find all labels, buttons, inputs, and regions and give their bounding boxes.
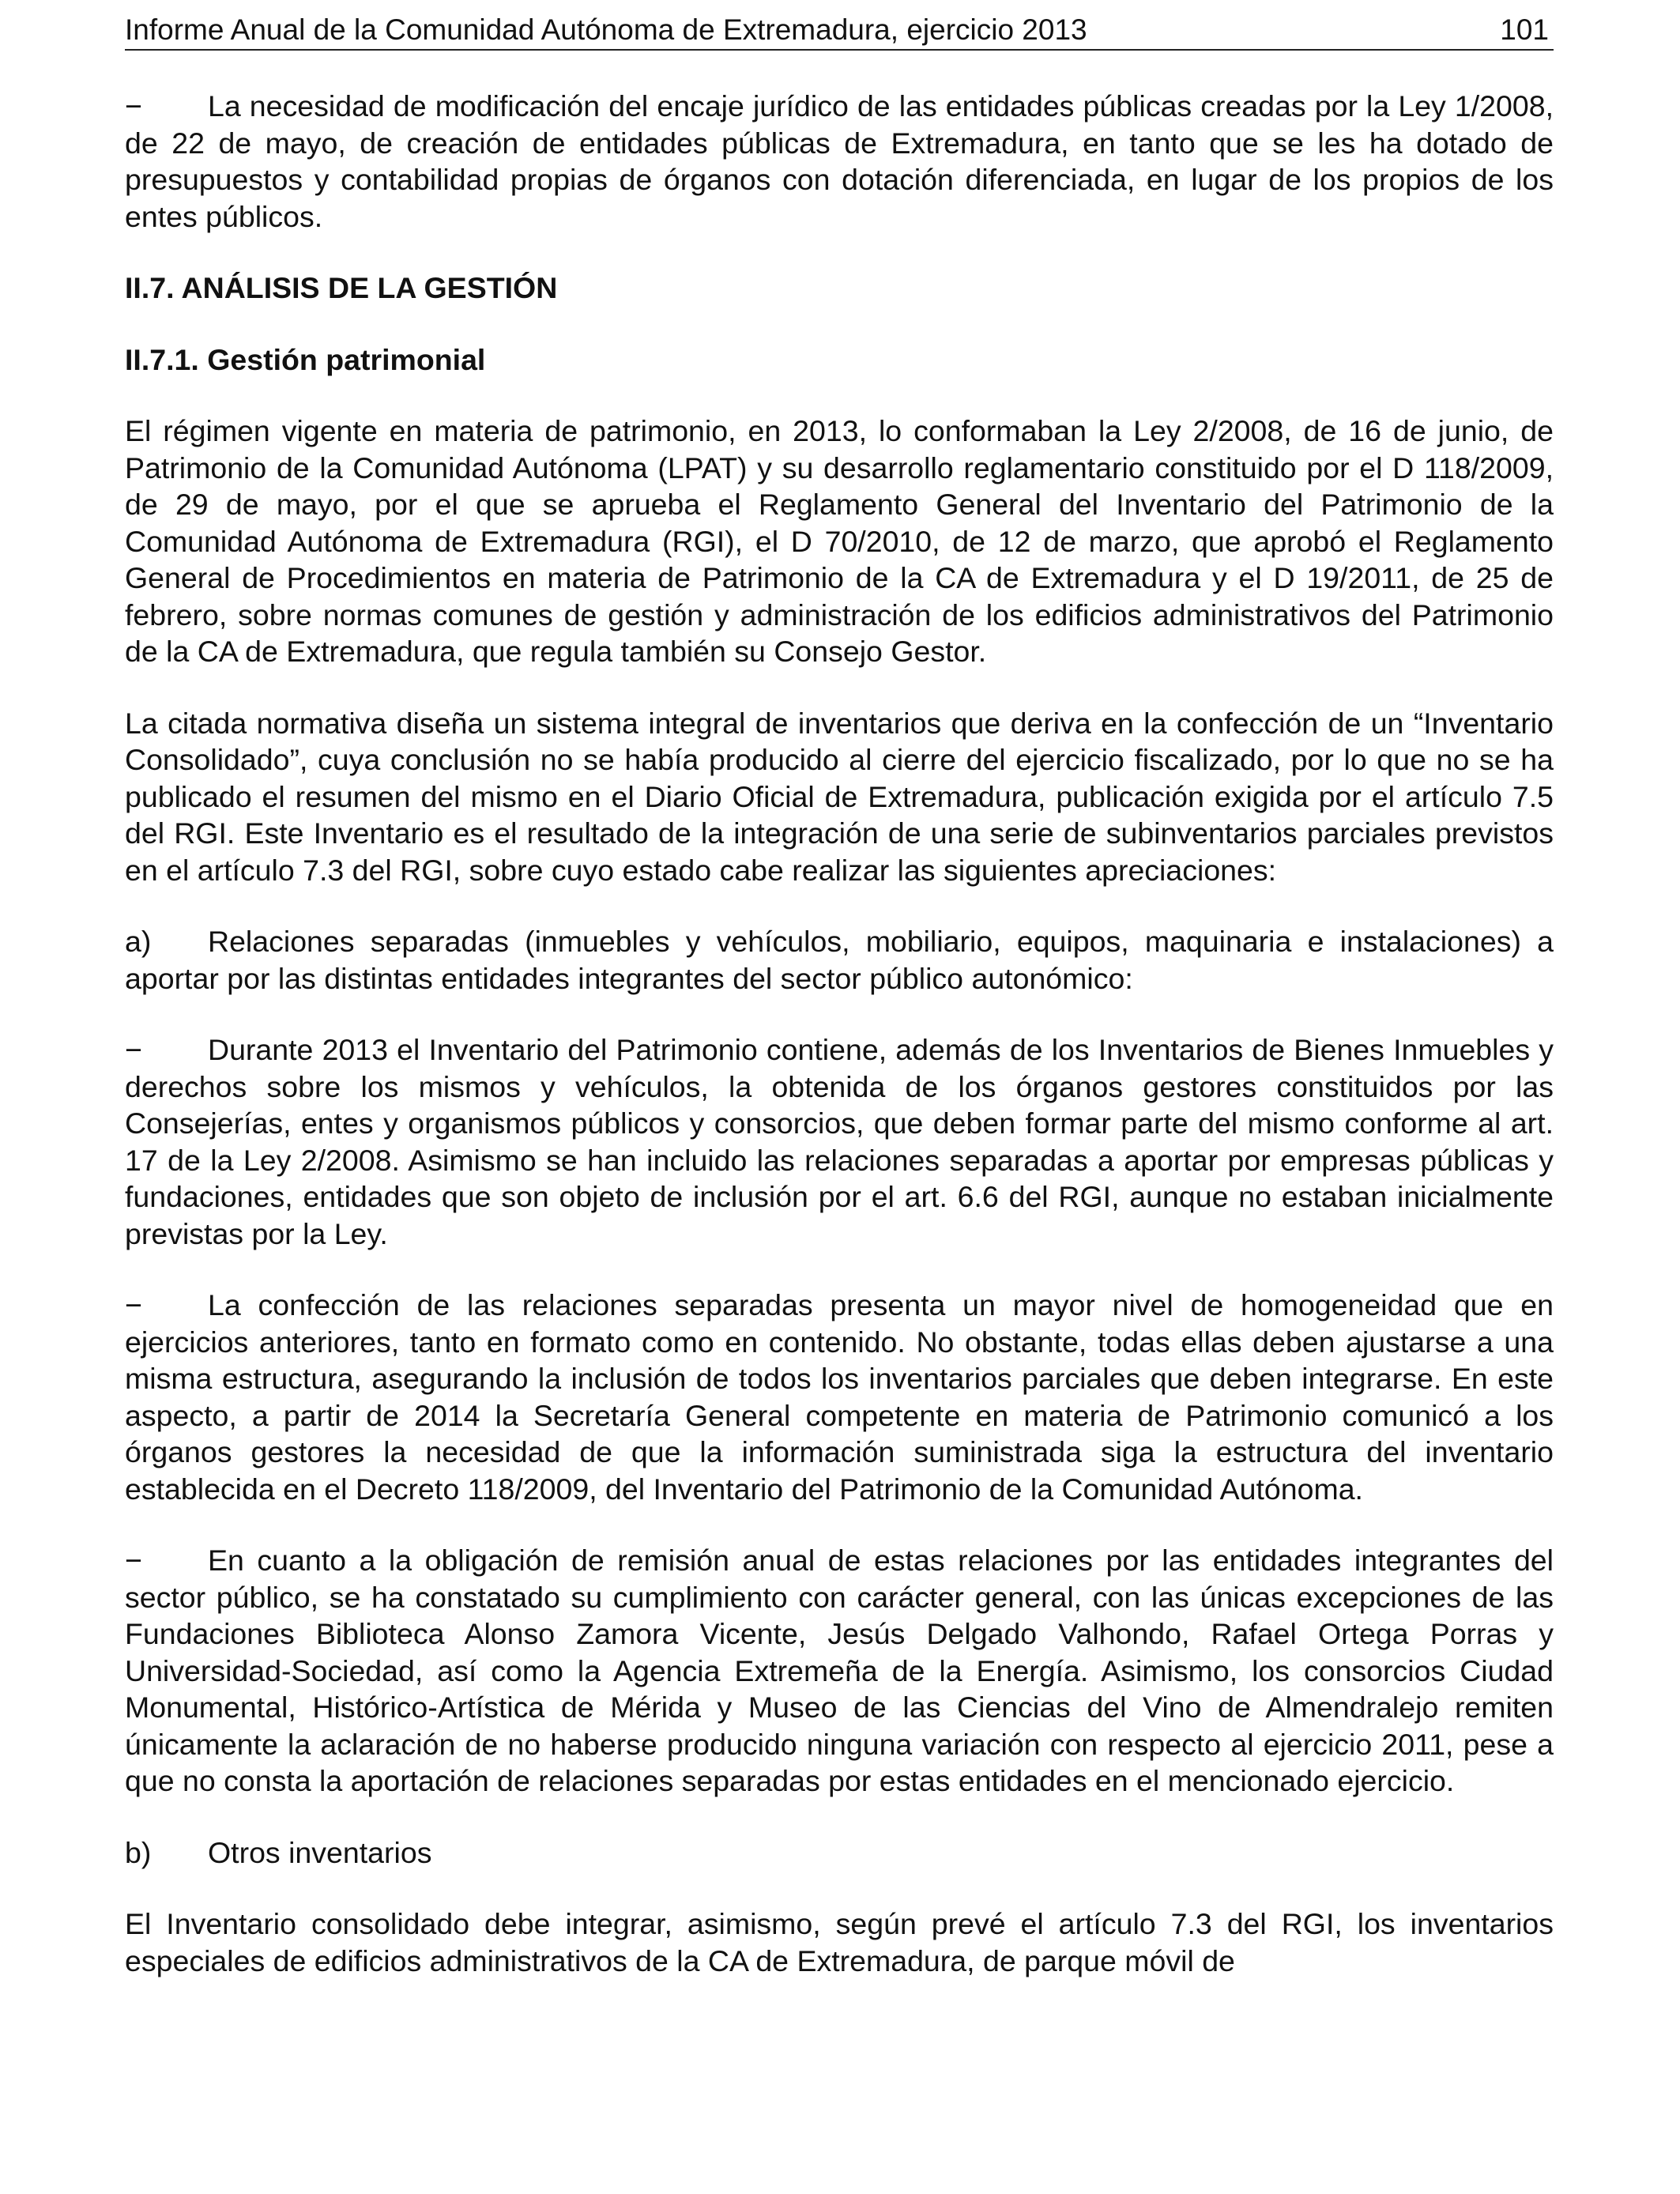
item-b-text: Otros inventarios (208, 1835, 432, 1869)
dash-marker: − (125, 1033, 142, 1066)
page-header (125, 8, 1554, 51)
dash-item-1-text: Durante 2013 el Inventario del Patrimonio contiene, además de los Inventarios de Bienes Inmuebles y derechos sobre los mismos y vehículos, la obtenida de los órganos gestores constituidos por las Consejerías, entes y organismos públicos y consorcios, que deben formar parte del mismo conforme al art. 17 de la Ley 2/2008. Asimismo se han incluido las relaciones separadas a aportar por empresas públicas y fundaciones, entidades que son objeto de inclusión por el art. 6.6 del RGI, aunque no estaban inicialmente previstas por la Ley. (125, 1033, 1554, 1250)
dash-item-3-text: En cuanto a la obligación de remisión anual de estas relaciones por las entidades integrantes del sector público, se ha constatado su cumplimiento con carácter general, con las únicas excepciones de las Fundaciones Biblioteca Alonso Zamora Vicente, Jesús Delgado Valhondo, Rafael Ortega Porras y Universidad-Sociedad, así como la Agencia Extremeña de la Energía. Asimismo, los consorcios Ciudad Monumental, Histórico-Artística de Mérida y Museo de las Ciencias del Vino de Almendralejo remiten únicamente la aclaración de no haberse producido ninguna variación con respecto al ejercicio 2011, pese a que no consta la aportación de relaciones separadas por estas entidades en el mencionado ejercicio. (125, 1544, 1554, 1797)
subsection-heading: II.7.1. Gestión patrimonial (125, 342, 486, 376)
page-number: 101 (1500, 13, 1549, 46)
intro-dash-item (125, 88, 1554, 235)
dash-item-1 (125, 1031, 1554, 1252)
item-a-text: Relaciones separadas (inmuebles y vehículos, mobiliario, equipos, maquinaria e instalaciones) a aportar por las distintas entidades integrantes del sector público autonómico: (125, 925, 1554, 995)
item-a (125, 923, 1554, 997)
paragraph-normativa: La citada normativa diseña un sistema integral de inventarios que deriva en la confección de un “Inventario Consolidado”, cuya conclusión no se había producido al cierre del ejercicio fiscalizado, por lo que no se ha publicado el resumen del mismo en el Diario Oficial de Extremadura, publicación exigida por el artículo 7.5 del RGI. Este Inventario es el resultado de la integración de una serie de subinventarios parciales previstos en el artículo 7.3 del RGI, sobre cuyo estado cabe realizar las siguientes apreciaciones: (125, 706, 1554, 887)
header-title: Informe Anual de la Comunidad Autónoma de Extremadura, ejercicio 2013 (125, 13, 1087, 46)
page-content (125, 88, 1554, 1979)
dash-item-3 (125, 1542, 1554, 1800)
item-a-label: a) (125, 925, 152, 958)
dash-marker: − (125, 1288, 142, 1321)
dash-marker: − (125, 89, 142, 123)
section-heading: II.7. ANÁLISIS DE LA GESTIÓN (125, 271, 558, 304)
intro-dash-text: La necesidad de modificación del encaje jurídico de las entidades públicas creadas por la Ley 1/2008, de 22 de mayo, de creación de entidades públicas de Extremadura, en tanto que se les ha dotado de presupuestos y contabilidad propias de órganos con dotación diferenciada, en lugar de los propios de los entes públicos. (125, 89, 1554, 233)
document-page (125, 0, 1554, 2194)
dash-item-2-text: La confección de las relaciones separadas presenta un mayor nivel de homogeneidad que en ejercicios anteriores, tanto en formato como en contenido. No obstante, todas ellas deben ajustarse a una misma estructura, asegurando la inclusión de todos los inventarios parciales que deben integrarse. En este aspecto, a partir de 2014 la Secretaría General competente en materia de Patrimonio comunicó a los órganos gestores la necesidad de que la información suministrada siga la estructura del inventario establecida en el Decreto 118/2009, del Inventario del Patrimonio de la Comunidad Autónoma. (125, 1288, 1554, 1506)
dash-marker: − (125, 1544, 142, 1577)
item-b (125, 1834, 1554, 1872)
item-b-label: b) (125, 1835, 152, 1869)
dash-item-2 (125, 1287, 1554, 1507)
paragraph-inventario-consolidado: El Inventario consolidado debe integrar, asimismo, según prevé el artículo 7.3 del RGI, los inventarios especiales de edificios administrativos de la CA de Extremadura, de parque móvil de (125, 1907, 1554, 1977)
paragraph-regimen: El régimen vigente en materia de patrimonio, en 2013, lo conformaban la Ley 2/2008, de 16 de junio, de Patrimonio de la Comunidad Autónoma (LPAT) y su desarrollo reglamentario constituido por el D 118/2009, de 29 de mayo, por el que se aprueba el Reglamento General del Inventario del Patrimonio de la Comunidad Autónoma de Extremadura (RGI), el D 70/2010, de 12 de marzo, que aprobó el Reglamento General de Procedimientos en materia de Patrimonio de la CA de Extremadura y el D 19/2011, de 25 de febrero, sobre normas comunes de gestión y administración de los edificios administrativos del Patrimonio de la CA de Extremadura, que regula también su Consejo Gestor. (125, 414, 1554, 668)
